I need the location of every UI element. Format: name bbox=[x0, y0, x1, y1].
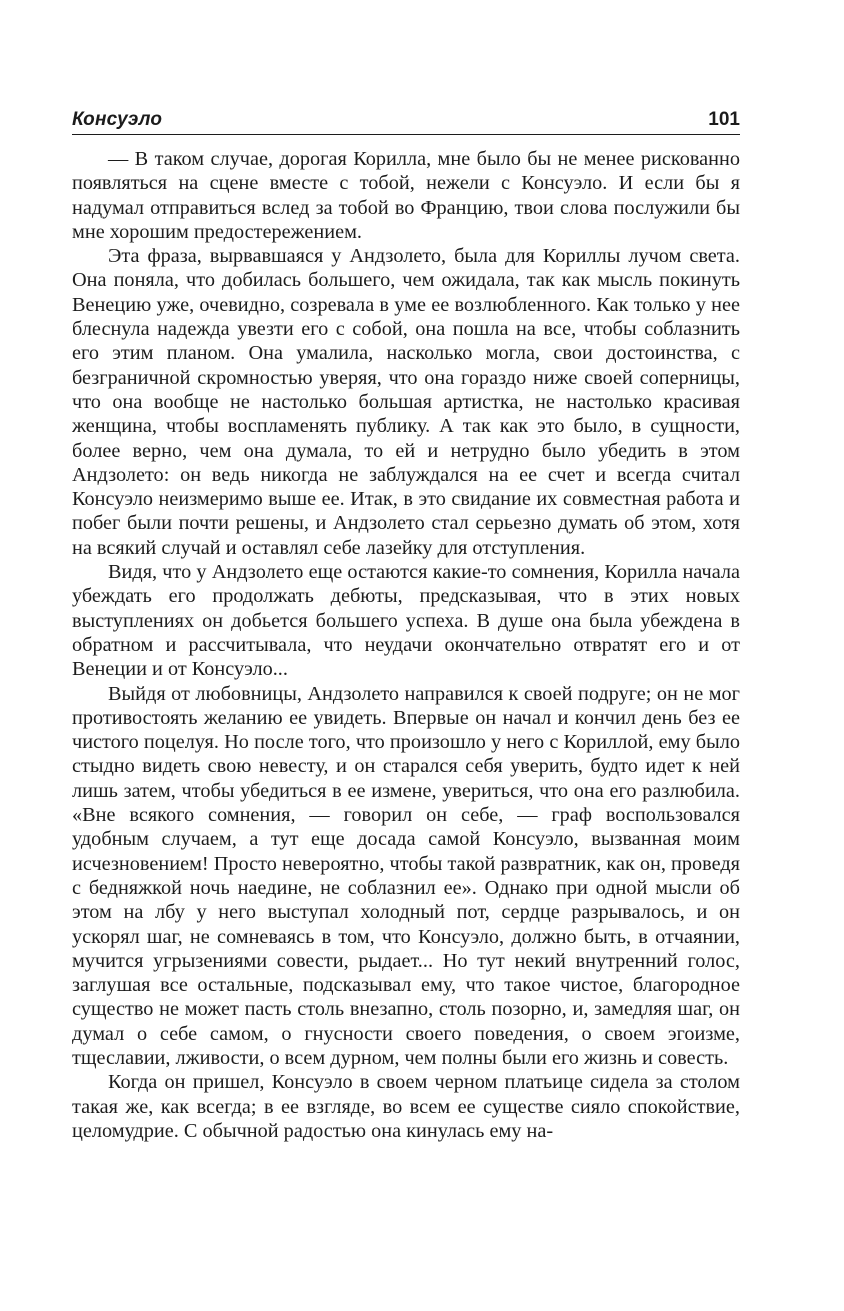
page-number: 101 bbox=[708, 109, 740, 130]
running-header bbox=[72, 108, 740, 135]
body-text bbox=[72, 147, 740, 1143]
paragraph: Когда он пришел, Консуэло в своем черном платьице сидела за столом такая же, как всегда; в ее взгляде, во всем ее существе сияло спокойствие, целомудрие. С обычной радостью она кинулась ему на- bbox=[72, 1071, 740, 1142]
paragraph: Видя, что у Андзолето еще остаются какие-то сомнения, Корилла начала убеждать его продолжать дебюты, предсказывая, что в этих новых выступлениях он добьется большего успеха. В душе она была убеждена в обратном и рассчитывала, что неудачи окончательно отвратят его и от Венеции и от Консуэло... bbox=[72, 561, 740, 681]
paragraph: Эта фраза, вырвавшаяся у Андзолето, была для Кориллы лучом света. Она поняла, что добилась большего, чем ожидала, так как мысль покинуть Венецию уже, очевидно, созревала в уме ее возлюбленного. Как только у нее блеснула надежда увезти его с собой, она пошла на все, чтобы соблазнить его этим планом. Она умалила, насколько могла, свои достоинства, с безграничной скромностью уверяя, что она гораздо ниже своей соперницы, что она вообще не настолько большая артистка, не настолько красивая женщина, чтобы воспламенять публику. А так как это было, в сущности, более верно, чем она думала, то ей и нетрудно было убедить в этом Андзолето: он ведь никогда не заблуждался на ее счет и всегда считал Консуэло неизмеримо выше ее. Итак, в это свидание их совместная работа и побег были почти решены, и Андзолето стал серьезно думать об этом, хотя на всякий случай и оставлял себе лазейку для отступления. bbox=[72, 245, 740, 559]
book-page bbox=[72, 108, 740, 1143]
paragraph: Выйдя от любовницы, Андзолето направился к своей подруге; он не мог противостоять желанию ее увидеть. Впервые он начал и кончил день без ее чистого поцелуя. Но после того, что произошло у него с Кориллой, ему было стыдно видеть свою невесту, и он старался себя уверить, будто идет к ней лишь затем, чтобы убедиться в ее измене, увериться, что она его разлюбила. «Вне всякого сомнения, — говорил он себе, — граф воспользовался удобным случаем, а тут еще досада самой Консуэло, вызванная моим исчезновением! Просто невероятно, чтобы такой развратник, как он, проведя с бедняжкой ночь наедине, не соблазнил ее». Однако при одной мысли об этом на лбу у него выступал холодный пот, сердце разрывалось, и он ускорял шаг, не сомневаясь в том, что Консуэло, должно быть, в отчаянии, мучится угрызениями совести, рыдает... Но тут некий внутренний голос, заглушая все остальные, подсказывал ему, что такое чистое, благородное существо не может пасть столь внезапно, столь позорно, и, замедляя шаг, он думал о себе самом, о гнусности своего поведения, о своем эгоизме, тщеславии, лживости, о всем дурном, чем полны были его жизнь и совесть. bbox=[72, 682, 740, 1069]
paragraph: — В таком случае, дорогая Корилла, мне было бы не менее рискованно появляться на сцене вместе с тобой, нежели с Консуэло. И если бы я надумал отправиться вслед за тобой во Францию, твои слова послужили бы мне хорошим предостережением. bbox=[72, 148, 740, 243]
running-title: Консуэло bbox=[72, 109, 163, 130]
